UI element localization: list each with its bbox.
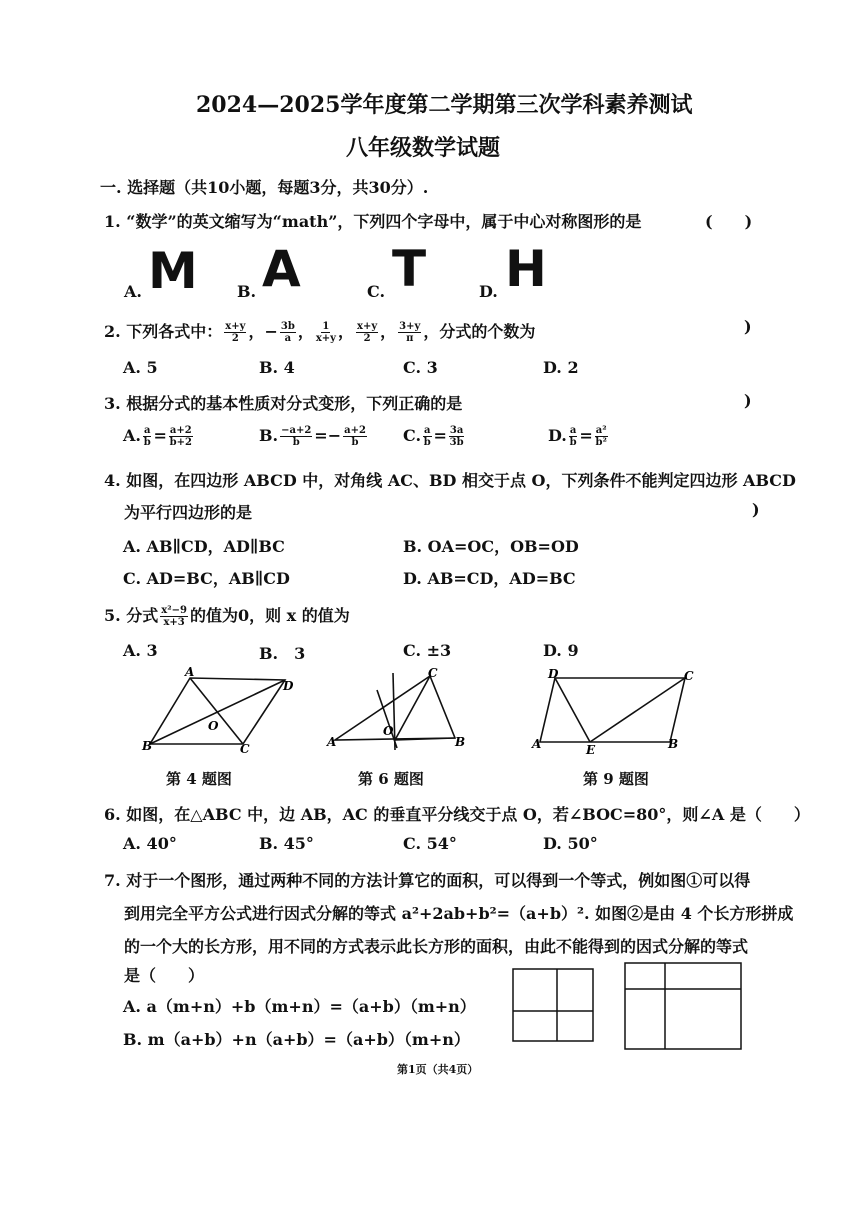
section-heading: 一. 选择题（共10小题，每题3分，共30分）. (100, 178, 429, 197)
q3-answer-paren: ) (744, 391, 752, 410)
q7-option-b: B. m（a+b）+n（a+b）=（a+b）（m+n） (123, 1030, 470, 1049)
q6-option-c: C. 54° (403, 834, 457, 853)
fig9-label-a: A (532, 737, 542, 751)
q1-option-b-label: B. (237, 282, 257, 301)
q4-answer-paren: ) (752, 500, 760, 519)
fig6-label-o: O (383, 724, 394, 738)
fig4-label-o: O (208, 719, 219, 733)
fig4-label-d: D (283, 679, 294, 693)
q4-option-d: D. AB=CD，AD=BC (403, 569, 576, 588)
q5-option-a: A. 3 (123, 641, 158, 660)
q7-line4: 是（ ） (124, 966, 205, 985)
q7-figure-1-square (505, 955, 610, 1055)
fig4-label-c: C (240, 742, 250, 756)
fig9-label-b: B (668, 737, 679, 751)
q6-stem: 6. 如图，在△ABC 中，边 AB，AC 的垂直平分线交于点 O，若∠BOC=80°，则∠A 是（ ） (104, 805, 810, 824)
page-footer: 第1页（共4页） (397, 1063, 479, 1076)
q3-option-c: C. $\frac{a}{b}$ = $\frac{3a}{3b}$ (403, 425, 464, 448)
q2-expr-1: $\frac{x+y}{2}$ (225, 321, 246, 344)
q2-stem: 2. 下列各式中： $\frac{x+y}{2}$ ，− $\frac{3b}{a}$ ， $\frac{1}{x+y}$ ， $\frac{x+y}{2}$ ， $\frac{3+y}{\pi}$ ，分式的个数为 (104, 321, 536, 344)
fig4-label-b: B (142, 739, 153, 753)
q1-answer-paren: ( ) (705, 212, 753, 231)
q3-option-a: A. $\frac{a}{b}$ = $\frac{a+2}{b+2}$ (123, 425, 192, 448)
q2-expr-5: $\frac{3+y}{\pi}$ (399, 321, 421, 344)
fig4-label-a: A (185, 665, 195, 679)
q4-option-b: B. OA=OC，OB=OD (403, 537, 579, 556)
q5-stem: 5. 分式 $\frac{\text{x²−9}}{x+3}$ 的值为0，则 x 的值为 (104, 605, 350, 628)
q1-stem: 1. “数学”的英文缩写为“math”，下列四个字母中，属于中心对称图形的是 (104, 212, 642, 231)
q1-option-b-letter: A (262, 240, 301, 298)
q2-expr-3: $\frac{1}{x+y}$ (315, 321, 336, 344)
q2-expr-2: $\frac{3b}{a}$ (280, 321, 295, 344)
q2-tail: ，分式的个数为 (423, 322, 536, 341)
q2-option-a: A. 5 (123, 358, 158, 377)
q5-option-b: B. 3 (259, 644, 306, 663)
q6-option-b: B. 45° (259, 834, 314, 853)
figure-4-parallelogram (140, 665, 300, 758)
q1-option-c-label: C. (367, 282, 386, 301)
q1-option-d-letter: H (505, 240, 547, 298)
q5-option-c: C. ±3 (403, 641, 452, 660)
q4-stem-line2: 为平行四边形的是 (124, 503, 253, 522)
figure-9-parallelogram (530, 667, 694, 758)
q7-line1: 7. 对于一个图形，通过两种不同的方法计算它的面积，可以得到一个等式，例如图①可以得 (104, 871, 751, 890)
q3-option-d: D. $\frac{a}{b}$ = $\frac{\text{a²}}{\text{b²}}$ (548, 425, 607, 448)
exam-title: 2024—2025学年度第二学期第三次学科素养测试 (196, 92, 693, 118)
figure-6-caption: 第 6 题图 (358, 770, 424, 788)
exam-subtitle: 八年级数学试题 (346, 135, 501, 161)
q2-option-c: C. 3 (403, 358, 438, 377)
q6-option-d: D. 50° (543, 834, 598, 853)
q5-option-d: D. 9 (543, 641, 579, 660)
q4-stem-line1: 4. 如图，在四边形 ABCD 中，对角线 AC、BD 相交于点 O，下列条件不能判定四边形 ABCD (104, 471, 796, 490)
q7-figure-2-rectangle (615, 955, 750, 1060)
q1-option-a-label: A. (124, 282, 142, 301)
q3-option-b: B. $\frac{-a+2}{b}$ =− $\frac{a+2}{b}$ (259, 425, 366, 448)
q2-stem-text: 2. 下列各式中： (104, 322, 223, 341)
q7-option-a: A. a（m+n）+b（m+n）=（a+b）（m+n） (123, 997, 476, 1016)
q2-option-d: D. 2 (543, 358, 579, 377)
q7-line3: 的一个大的长方形，用不同的方式表示此长方形的面积，由此不能得到的因式分解的等式 (124, 937, 749, 956)
fig6-label-b: B (455, 735, 466, 749)
fig9-label-d: D (548, 667, 559, 681)
figure-6-triangle (325, 668, 470, 758)
q3-stem: 3. 根据分式的基本性质对分式变形，下列正确的是 (104, 394, 463, 413)
q2-answer-paren: ) (744, 317, 752, 336)
fig6-label-a: A (327, 735, 337, 749)
q1-option-d-label: D. (479, 282, 498, 301)
q2-option-b: B. 4 (259, 358, 295, 377)
figure-4-caption: 第 4 题图 (166, 770, 232, 788)
fig6-label-c: C (428, 666, 438, 680)
figure-9-caption: 第 9 题图 (583, 770, 649, 788)
q1-option-a-letter: M (148, 242, 198, 300)
q2-expr-2-sign: − (264, 322, 278, 341)
q5-fraction: $\frac{\text{x²−9}}{x+3}$ (161, 605, 187, 628)
fig9-label-e: E (586, 743, 596, 757)
fig9-label-c: C (684, 669, 694, 683)
q2-expr-4: $\frac{x+y}{2}$ (357, 321, 378, 344)
q4-option-a: A. AB∥CD，AD∥BC (123, 537, 285, 556)
q1-option-c-letter: T (392, 240, 427, 298)
q7-line2: 到用完全平方公式进行因式分解的等式 a²+2ab+b²=（a+b）². 如图②是由 4 个长方形拼成 (124, 904, 794, 923)
q6-option-a: A. 40° (123, 834, 177, 853)
q4-option-c: C. AD=BC，AB∥CD (123, 569, 290, 588)
